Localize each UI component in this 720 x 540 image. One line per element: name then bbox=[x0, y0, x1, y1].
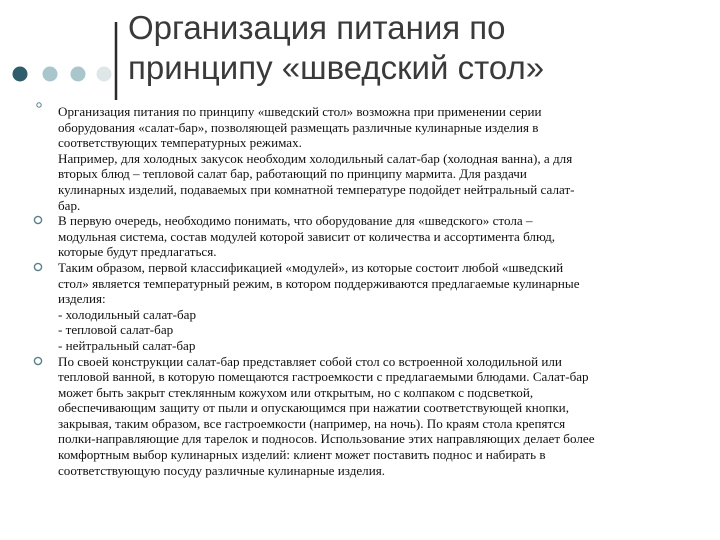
paragraph-2-line: которые будут предлагаться. bbox=[58, 244, 217, 260]
paragraph-3-line: Таким образом, первой классификацией «модулей», из которые состоит любой «шведский bbox=[58, 259, 564, 275]
paragraph-1-line: оборудования «салат-бар», позволяющей размещать различные кулинарные изделия в bbox=[58, 119, 539, 135]
decor-dot-light-1 bbox=[43, 67, 58, 82]
ring-bullet-icon bbox=[33, 262, 43, 272]
paragraph-4-line: тепловой ванной, в которую помещаются гастроемкости с предлагаемыми блюдами. Салат-бар bbox=[58, 369, 589, 385]
ring-bullet-icon bbox=[33, 215, 43, 225]
paragraph-1-line: соответствующих температурных режимах. bbox=[58, 135, 302, 151]
paragraph-4-line: может быть закрыт стеклянным кожухом или открытым, но с колпаком с подсветкой, bbox=[58, 384, 534, 400]
paragraph-4-line: обеспечивающим защиту от пыли и опускающимся при нажатии соответствующей кнопки, bbox=[58, 400, 569, 416]
paragraph-1-line: кулинарных изделий, подаваемых при комнатной температуре подойдет нейтральный салат- bbox=[58, 181, 575, 197]
paragraph-3-line: - холодильный салат-бар bbox=[58, 306, 197, 322]
paragraph-4-line: соответствующую посуду различные кулинарные изделия. bbox=[58, 462, 386, 478]
paragraph-2-line: модульная система, состав модулей которой зависит от количества и ассортимента блюд, bbox=[58, 228, 556, 244]
paragraph-1-line: Например, для холодных закусок необходим холодильный салат-бар (холодная ванна), а для bbox=[58, 150, 573, 166]
paragraph-4 bbox=[58, 354, 700, 479]
paragraph-3-line: изделия: bbox=[58, 291, 106, 307]
ring-bullet-icon bbox=[33, 356, 43, 366]
decor-dot-light-2 bbox=[71, 67, 86, 82]
small-circle-bullet-icon bbox=[34, 100, 44, 110]
paragraph-4-line: полки-направляющие для тарелок и подносов. Использование этих направляющих делает более bbox=[58, 431, 595, 447]
paragraph-1-line: Организация питания по принципу «шведский стол» возможна при применении серии bbox=[58, 104, 542, 119]
paragraph-4-line: комфортным выбор кулинарных изделий: клиент может поставить поднос и набирать в bbox=[58, 447, 546, 463]
title-line-1: Организация питания по bbox=[128, 9, 506, 46]
paragraph-2-line: В первую очередь, необходимо понимать, что оборудование для «шведского» стола – bbox=[58, 213, 533, 229]
paragraph-4-line: закрывая, таким образом, все гастроемкости (например, на ночь). По краям стола крепятся bbox=[58, 415, 566, 431]
paragraph-3-line: - нейтральный салат-бар bbox=[58, 337, 196, 353]
paragraph-3 bbox=[58, 260, 700, 354]
paragraph-2 bbox=[58, 213, 700, 260]
decor-dot-dark bbox=[13, 67, 28, 82]
paragraph-3-line: стол» является температурный режим, в котором поддерживаются предлагаемые кулинарные bbox=[58, 275, 580, 291]
paragraph-1-line: вторых блюд – тепловой салат бар, работающий по принципу мармита. Для раздачи bbox=[58, 166, 527, 182]
paragraph-3-line: - тепловой салат-бар bbox=[58, 322, 174, 338]
decor-dot-pale bbox=[97, 67, 112, 82]
paragraph-1 bbox=[58, 104, 700, 213]
title-line-2: принципу «шведский стол» bbox=[128, 49, 545, 86]
slide-title bbox=[128, 8, 708, 88]
paragraph-4-line: По своей конструкции салат-бар представляет собой стол со встроенной холодильной или bbox=[58, 353, 562, 369]
slide-body bbox=[58, 104, 700, 478]
paragraph-1-line: бар. bbox=[58, 197, 81, 213]
